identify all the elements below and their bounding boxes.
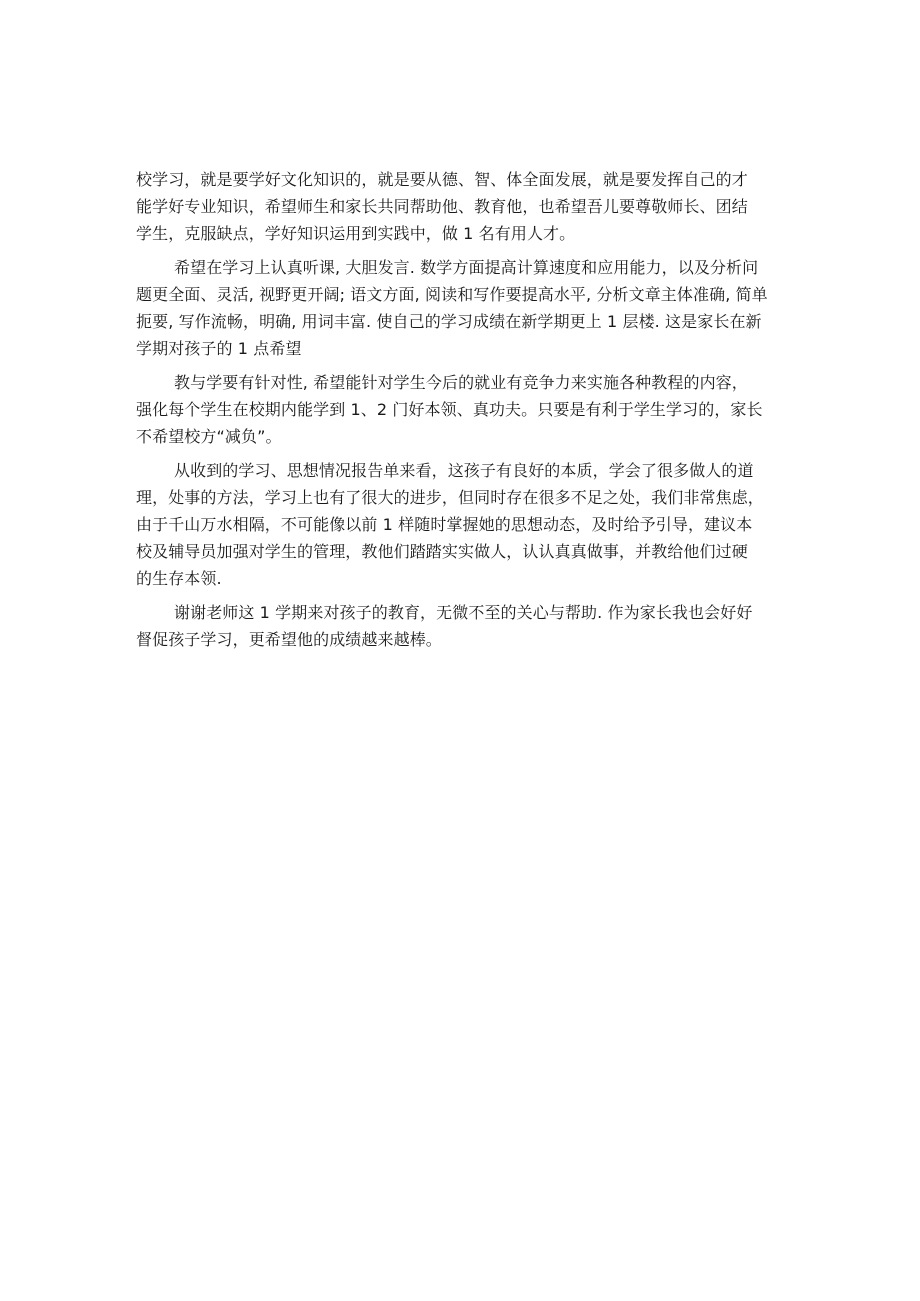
- text-line: 从收到的学习、思想情况报告单来看，这孩子有良好的本质，学会了很多做人的道: [174, 461, 754, 480]
- paragraph-2: [136, 254, 786, 362]
- text-line: 强化每个学生在校期内能学到 1、2 门好本领、真功夫。只要是有利于学生学习的，家长: [136, 400, 763, 419]
- text-line: 学生，克服缺点，学好知识运用到实践中，做 1 名有用人才。: [136, 224, 576, 243]
- text-line: 谢谢老师这 1 学期来对孩子的教育，无微不至的关心与帮助. 作为家长我也会好好: [174, 603, 753, 622]
- text-line: 由于千山万水相隔，不可能像以前 1 样随时掌握她的思想动态，及时给予引导，建议本: [136, 515, 753, 534]
- document-body: [136, 166, 786, 653]
- text-line: 不希望校方“减负”。: [136, 427, 282, 446]
- paragraph-1: [136, 166, 786, 247]
- text-line: 理，处事的方法，学习上也有了很大的进步，但同时存在很多不足之处，我们非常焦虑，: [136, 488, 764, 507]
- text-line: 校学习，就是要学好文化知识的，就是要从德、智、体全面发展，就是要发挥自己的才: [136, 170, 748, 189]
- text-line: 扼要, 写作流畅，明确, 用词丰富. 使自己的学习成绩在新学期更上 1 层楼. 这是家长在新: [136, 312, 762, 331]
- text-line: 题更全面、灵活, 视野更开阔; 语文方面, 阅读和写作要提高水平, 分析文章主体准确, 简单: [136, 285, 768, 304]
- text-line: 督促孩子学习，更希望他的成绩越来越棒。: [136, 630, 442, 649]
- text-line: 能学好专业知识，希望师生和家长共同帮助他、教育他，也希望吾儿要尊敬师长、团结: [136, 197, 748, 216]
- paragraph-5: [136, 599, 786, 653]
- text-line: 校及辅导员加强对学生的管理，教他们踏踏实实做人，认认真真做事，并教给他们过硬: [136, 542, 748, 561]
- paragraph-4: [136, 457, 786, 592]
- text-line: 教与学要有针对性, 希望能针对学生今后的就业有竞争力来实施各种教程的内容，: [174, 373, 748, 392]
- text-line: 的生存本领.: [136, 569, 222, 588]
- text-line: 希望在学习上认真听课, 大胆发言. 数学方面提高计算速度和应用能力，以及分析问: [174, 258, 759, 277]
- paragraph-3: [136, 369, 786, 450]
- text-line: 学期对孩子的 1 点希望: [136, 339, 302, 358]
